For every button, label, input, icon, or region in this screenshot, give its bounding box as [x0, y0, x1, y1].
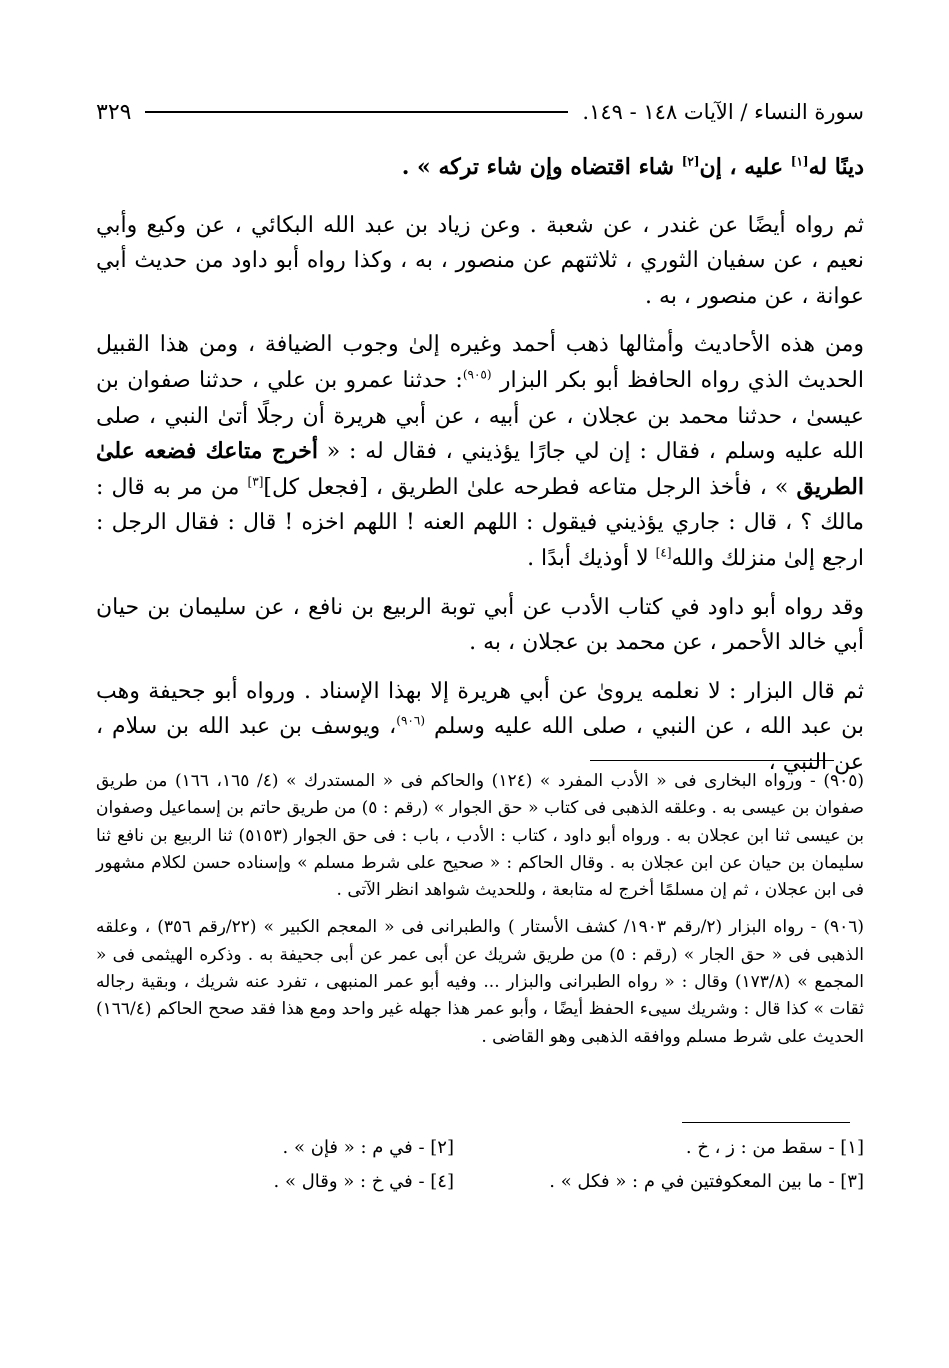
variant-marker-2: [٢]	[681, 154, 700, 169]
variant-note-4: [٤] - في خ : « وقال » .	[273, 1171, 454, 1192]
variant-marker-4: [٤]	[655, 545, 672, 560]
paragraph-4-text-1: ثم قال البزار : لا نعلمه يروىٰ عن أبي هريرة إلا بهذا الإسناد . ورواه أبو جحيفة وهب بن عبد الله ، عن النبي ، صلى الله عليه وسلم	[96, 678, 865, 740]
variant-marker-1: [١]	[790, 154, 809, 169]
main-text	[96, 150, 864, 794]
paragraph-2	[96, 327, 864, 576]
paragraph-2-text-3: » ، فأخذ الرجل متاعه فطرحه علىٰ الطريق ، [فجعل كل	[271, 474, 797, 500]
footnote-ref-905: (٩٠٥)	[462, 367, 492, 382]
variant-note-1: [١] - سقط من : ز ، خ .	[685, 1137, 864, 1158]
footnote-905: (٩٠٥) - ورواه البخارى فى « الأدب المفرد » (١٢٤) والحاكم فى « المستدرك » (٤/ ١٦٥، ١٦٦) من طريق صفوان بن عيسى به . وعلقه الذهبى فى كتاب « حق الجوار » (رقم : ٥) من طريق حاتم بن إسماعيل وصفوان بن عيسى ثنا ابن عجلان به . ورواه أبو داود ، كتاب : الأدب ، باب : فى حق الجوار (٥١٥٣) ثنا الربيع بن نافع ثنا سليمان بن حيان عن ابن عجلان به . وقال الحاكم : « صحيح على شرط مسلم » وإسناده حسن لكلام مشهور فى ابن عجلان ، ثم إن مسلمًا أخرج له متابعة ، وللحديث شواهد انظر الآتى .	[96, 771, 864, 901]
opening-text-2: عليه ، إن	[699, 154, 791, 180]
paragraph-2-text-2: : حدثنا عمرو بن علي ، حدثنا صفوان بن عيسىٰ ، حدثنا محمد بن عجلان ، عن أبيه ، عن أبي هريرة أن رجلًا أتىٰ النبي ، صلى الله عليه وسلم ، فقال : إن لي جارًا يؤذيني ، فقال له : «	[96, 367, 865, 465]
opening-text-1: دينًا له	[808, 154, 864, 180]
bracket-close: ]	[263, 474, 272, 500]
variant-note-2: [٢] - في م : « فإن » .	[282, 1137, 454, 1158]
paragraph-2-text-4: من مر به قال : مالك ؟ ، قال : جاري يؤذيني فيقول : اللهم العنه ! اللهم اخزه ! قال : فقال الرجل : ارجع إلىٰ منزلك والله	[96, 474, 864, 571]
page-number: ٣٢٩	[96, 99, 132, 125]
variant-marker-3: [٣]	[247, 474, 264, 489]
running-header	[96, 92, 864, 132]
paragraph-2-text-1: ومن هذه الأحاديث وأمثالها ذهب أحمد وغيره إلىٰ وجوب الضيافة ، ومن هذا القبيل الحديث الذي رواه الحافظ أبو بكر البزار	[96, 332, 864, 393]
opening-text-3: شاء اقتضاه وإن شاء تركه » .	[401, 154, 682, 180]
variant-note-3: [٣] - ما بين المعكوفتين في م : « فكل » .	[549, 1171, 864, 1192]
paragraph-2-text-5: لا أوذيك أبدًا .	[527, 545, 656, 571]
paragraph-1: ثم رواه أيضًا عن غندر ، عن شعبة . وعن زياد بن عبد الله البكائي ، عن وكيع وأبي نعيم ، عن سفيان الثوري ، ثلاثتهم عن منصور ، به ، وكذا رواه أبو داود من حديث أبي عوانة ، عن منصور ، به .	[96, 212, 864, 309]
footnote-separator	[590, 760, 834, 761]
opening-line	[96, 150, 864, 186]
surah-title: سورة النساء / الآيات ١٤٨ - ١٤٩.	[582, 100, 864, 124]
paragraph-4-text-2: ، ويوسف بن عبد الله بن سلام ، عن النبي ،	[96, 714, 864, 775]
header-rule	[145, 111, 568, 113]
opening-bold	[402, 154, 864, 180]
paragraph-3: وقد رواه أبو داود في كتاب الأدب عن أبي توبة الربيع بن نافع ، عن سليمان بن حيان أبي خالد الأحمر ، عن محمد بن عجلان ، به .	[96, 594, 864, 656]
footnote-ref-906: (٩٠٦)	[396, 713, 425, 728]
paragraph-4	[96, 674, 864, 781]
textual-variants	[96, 1134, 864, 1196]
variants-separator	[682, 1122, 850, 1123]
hadith-quote-bold: أخرج متاعك فضعه علىٰ الطريق	[96, 438, 864, 500]
footnote-906: (٩٠٦) - رواه البزار (٢/رقم ١٩٠٣/ كشف الأستار ) والطبرانى فى « المعجم الكبير » (٢٢/رقم ٣٥٦) ، وعلقه الذهبى فى « حق الجار » (رقم : ٥) من طريق شريك عن أبى عمر عن أبى جحيفة به . وذكره الهيثمى فى « المجمع » (١٧٣/٨) وقال : « رواه الطبرانى والبزار ... وفيه أبو عمر المنبهى ، تفرد عنه شريك ، وبقية رجاله ثقات » كذا قال : وشريك سيىء الحفظ أيضًا ، وأبو عمر هذا جهله غير واحد ومع هذا فقد صحح الحاكم (١٦٦/٤) الحديث على شرط مسلم ووافقه الذهبى وهو القاضى .	[96, 917, 865, 1047]
footnotes	[96, 768, 864, 1061]
